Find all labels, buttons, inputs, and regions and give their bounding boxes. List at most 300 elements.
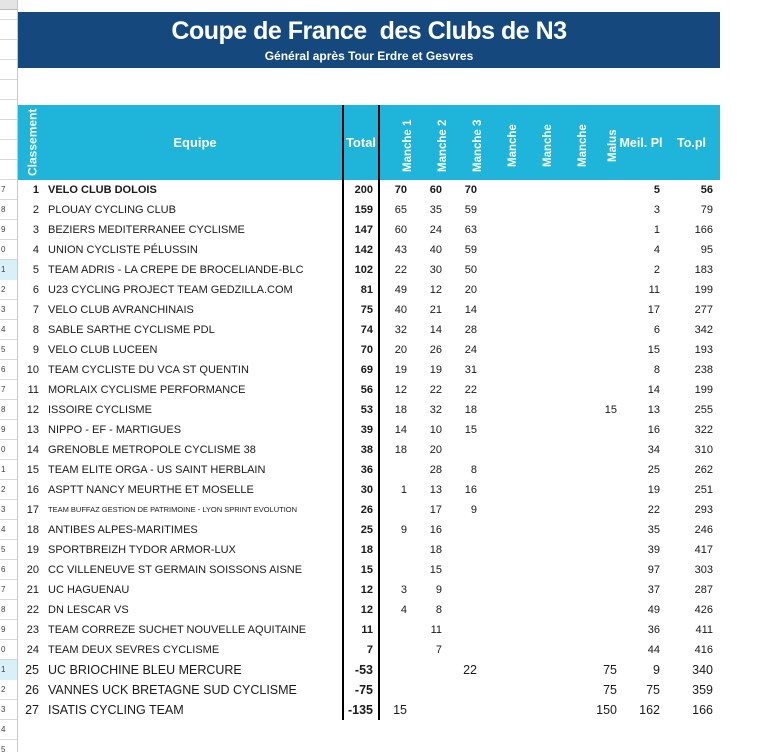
cell-manche-6[interactable] [554, 540, 589, 560]
cell-total[interactable]: 56 [360, 384, 373, 396]
cell-manche-4[interactable] [484, 380, 519, 400]
cell-equipe[interactable]: TEAM DEUX SEVRES CYCLISME [48, 644, 220, 656]
cell-equipe[interactable]: UNION CYCLISTE PÉLUSSIN [48, 244, 198, 256]
gutter-row-number-fragment[interactable]: 7 [1, 385, 6, 394]
cell-manche-6[interactable] [554, 500, 589, 520]
cell-manche-3[interactable]: 9 [470, 504, 477, 516]
cell-manche-4[interactable] [484, 680, 519, 700]
cell-manche-1[interactable]: 1 [400, 484, 407, 496]
cell-rank[interactable]: 9 [32, 344, 39, 356]
cell-manche-1[interactable] [379, 660, 414, 680]
gutter-row-number-fragment[interactable]: 4 [1, 325, 6, 334]
cell-manche-5[interactable] [519, 500, 554, 520]
cell-manche-2[interactable]: 7 [435, 644, 442, 656]
cell-manche-3[interactable]: 18 [464, 404, 477, 416]
cell-manche-1[interactable]: 12 [394, 384, 407, 396]
cell-malus[interactable] [589, 280, 619, 300]
cell-manche-2[interactable] [414, 700, 449, 720]
cell-manche-3[interactable] [449, 540, 484, 560]
cell-equipe[interactable]: VELO CLUB DOLOIS [48, 184, 157, 196]
cell-total[interactable]: -53 [354, 663, 373, 677]
cell-manche-1[interactable] [379, 560, 414, 580]
cell-manche-5[interactable] [519, 340, 554, 360]
cell-total[interactable]: 74 [360, 324, 373, 336]
cell-meil-pl[interactable]: 15 [647, 344, 660, 356]
cell-rank[interactable]: 18 [26, 524, 39, 536]
cell-rank[interactable]: 27 [25, 703, 39, 717]
cell-manche-2[interactable]: 16 [429, 524, 442, 536]
cell-manche-3[interactable] [449, 700, 484, 720]
cell-to-pl[interactable]: 359 [692, 683, 713, 697]
cell-equipe[interactable]: CC VILLENEUVE ST GERMAIN SOISSONS AISNE [48, 564, 303, 576]
cell-manche-2[interactable]: 20 [429, 444, 442, 456]
cell-equipe[interactable]: TEAM CYCLISTE DU VCA ST QUENTIN [48, 364, 249, 376]
cell-meil-pl[interactable]: 97 [647, 564, 660, 576]
cell-manche-4[interactable] [484, 440, 519, 460]
cell-total[interactable]: 25 [360, 524, 373, 536]
cell-equipe[interactable]: PLOUAY CYCLING CLUB [48, 204, 176, 216]
cell-manche-6[interactable] [554, 260, 589, 280]
cell-to-pl[interactable]: 199 [694, 384, 713, 396]
cell-manche-2[interactable]: 17 [429, 504, 442, 516]
cell-rank[interactable]: 15 [26, 464, 39, 476]
cell-equipe[interactable]: ISATIS CYCLING TEAM [48, 703, 184, 717]
cell-manche-2[interactable]: 35 [429, 204, 442, 216]
cell-manche-3[interactable]: 59 [464, 244, 477, 256]
cell-manche-3[interactable] [449, 620, 484, 640]
cell-manche-6[interactable] [554, 620, 589, 640]
cell-manche-5[interactable] [519, 640, 554, 660]
col-header-total[interactable]: Total [345, 135, 377, 150]
cell-malus[interactable] [589, 220, 619, 240]
cell-to-pl[interactable]: 251 [694, 484, 713, 496]
cell-rank[interactable]: 4 [32, 244, 39, 256]
col-header-meil-pl[interactable]: Meil. Pl [619, 135, 663, 150]
cell-malus[interactable] [589, 620, 619, 640]
cell-manche-1[interactable]: 32 [394, 324, 407, 336]
cell-meil-pl[interactable]: 2 [653, 264, 660, 276]
cell-malus[interactable] [589, 360, 619, 380]
cell-manche-4[interactable] [484, 220, 519, 240]
cell-to-pl[interactable]: 166 [692, 703, 713, 717]
cell-manche-3[interactable]: 31 [464, 364, 477, 376]
cell-rank[interactable]: 21 [26, 584, 39, 596]
cell-to-pl[interactable]: 277 [694, 304, 713, 316]
cell-rank[interactable]: 19 [26, 544, 39, 556]
cell-total[interactable]: 69 [360, 364, 373, 376]
cell-manche-6[interactable] [554, 640, 589, 660]
cell-manche-6[interactable] [554, 200, 589, 220]
col-header-classement[interactable]: Classement [25, 108, 40, 177]
cell-equipe[interactable]: GRENOBLE METROPOLE CYCLISME 38 [48, 444, 256, 456]
cell-manche-5[interactable] [519, 200, 554, 220]
cell-malus[interactable] [589, 640, 619, 660]
cell-manche-5[interactable] [519, 560, 554, 580]
cell-manche-5[interactable] [519, 440, 554, 460]
cell-rank[interactable]: 23 [26, 624, 39, 636]
cell-total[interactable]: 39 [360, 424, 373, 436]
cell-manche-3[interactable]: 20 [464, 284, 477, 296]
cell-manche-6[interactable] [554, 580, 589, 600]
cell-manche-4[interactable] [484, 640, 519, 660]
cell-manche-3[interactable]: 22 [463, 663, 477, 677]
cell-meil-pl[interactable]: 3 [653, 204, 660, 216]
col-header-to-pl[interactable]: To.pl [677, 135, 706, 150]
cell-meil-pl[interactable]: 35 [647, 524, 660, 536]
row-number-gutter[interactable] [0, 0, 18, 752]
cell-equipe[interactable]: SABLE SARTHE CYCLISME PDL [48, 324, 215, 336]
cell-total[interactable]: 142 [354, 244, 373, 256]
cell-manche-6[interactable] [554, 600, 589, 620]
cell-to-pl[interactable]: 255 [694, 404, 713, 416]
cell-rank[interactable]: 16 [26, 484, 39, 496]
cell-malus[interactable] [589, 560, 619, 580]
cell-total[interactable]: 26 [360, 504, 373, 516]
cell-manche-1[interactable] [379, 620, 414, 640]
cell-meil-pl[interactable]: 39 [647, 544, 660, 556]
cell-manche-1[interactable]: 60 [394, 224, 407, 236]
cell-manche-1[interactable]: 22 [394, 264, 407, 276]
cell-total[interactable]: 15 [360, 564, 373, 576]
cell-malus[interactable] [589, 500, 619, 520]
cell-equipe[interactable]: ISSOIRE CYCLISME [48, 404, 152, 416]
cell-to-pl[interactable]: 183 [694, 264, 713, 276]
cell-malus[interactable] [589, 520, 619, 540]
cell-meil-pl[interactable]: 44 [647, 644, 660, 656]
cell-manche-1[interactable] [379, 540, 414, 560]
cell-manche-5[interactable] [519, 260, 554, 280]
cell-to-pl[interactable]: 426 [694, 604, 713, 616]
cell-manche-1[interactable]: 43 [394, 244, 407, 256]
cell-meil-pl[interactable]: 13 [647, 404, 660, 416]
cell-malus[interactable]: 75 [603, 683, 617, 697]
gutter-row-number-fragment[interactable]: 4 [1, 525, 6, 534]
gutter-row-number-fragment[interactable]: 7 [1, 185, 6, 194]
cell-manche-5[interactable] [519, 420, 554, 440]
cell-total[interactable]: 200 [354, 184, 373, 196]
cell-equipe[interactable]: SPORTBREIZH TYDOR ARMOR-LUX [48, 544, 236, 556]
cell-malus[interactable] [589, 480, 619, 500]
cell-manche-3[interactable] [449, 600, 484, 620]
cell-manche-3[interactable] [449, 680, 484, 700]
col-header-manche-6[interactable]: Manche [577, 124, 589, 168]
gutter-row-number-fragment[interactable]: 9 [1, 625, 6, 634]
cell-manche-2[interactable]: 32 [429, 404, 442, 416]
cell-malus[interactable] [589, 200, 619, 220]
cell-manche-5[interactable] [519, 360, 554, 380]
cell-manche-6[interactable] [554, 340, 589, 360]
cell-rank[interactable]: 10 [26, 364, 39, 376]
cell-manche-2[interactable]: 9 [435, 584, 442, 596]
cell-manche-4[interactable] [484, 660, 519, 680]
cell-equipe[interactable]: MORLAIX CYCLISME PERFORMANCE [48, 384, 246, 396]
cell-meil-pl[interactable]: 4 [653, 244, 660, 256]
cell-malus[interactable]: 75 [603, 663, 617, 677]
cell-meil-pl[interactable]: 5 [653, 184, 660, 196]
cell-manche-4[interactable] [484, 520, 519, 540]
cell-manche-1[interactable]: 70 [394, 184, 407, 196]
cell-rank[interactable]: 20 [26, 564, 39, 576]
cell-manche-4[interactable] [484, 280, 519, 300]
cell-manche-4[interactable] [484, 260, 519, 280]
gutter-row-number-fragment[interactable]: 0 [1, 445, 6, 454]
cell-equipe[interactable]: NIPPO - EF - MARTIGUES [48, 424, 182, 436]
gutter-row-number-fragment[interactable]: 0 [1, 645, 6, 654]
cell-manche-1[interactable]: 18 [394, 444, 407, 456]
cell-manche-1[interactable]: 49 [394, 284, 407, 296]
cell-total[interactable]: 81 [360, 284, 373, 296]
cell-equipe[interactable]: UC HAGUENAU [48, 584, 130, 596]
cell-manche-1[interactable]: 65 [394, 204, 407, 216]
cell-manche-1[interactable]: 19 [394, 364, 407, 376]
gutter-row-number-fragment[interactable]: 9 [1, 425, 6, 434]
cell-meil-pl[interactable]: 9 [653, 663, 660, 677]
cell-total[interactable]: 102 [354, 264, 373, 276]
cell-manche-2[interactable]: 40 [429, 244, 442, 256]
cell-manche-2[interactable]: 60 [429, 184, 442, 196]
cell-meil-pl[interactable]: 11 [648, 284, 660, 296]
gutter-row-number-fragment[interactable]: 3 [1, 505, 6, 514]
cell-manche-3[interactable]: 22 [464, 384, 477, 396]
cell-manche-5[interactable] [519, 300, 554, 320]
cell-manche-6[interactable] [554, 700, 589, 720]
cell-total[interactable]: 38 [360, 444, 373, 456]
cell-meil-pl[interactable]: 25 [647, 464, 660, 476]
gutter-row-number-fragment[interactable]: 2 [1, 285, 6, 294]
cell-rank[interactable]: 14 [26, 444, 39, 456]
cell-equipe[interactable]: ASPTT NANCY MEURTHE ET MOSELLE [48, 484, 254, 496]
cell-manche-5[interactable] [519, 600, 554, 620]
cell-manche-2[interactable]: 19 [429, 364, 442, 376]
col-header-malus[interactable]: Malus [607, 129, 619, 163]
cell-manche-2[interactable]: 26 [429, 344, 442, 356]
cell-to-pl[interactable]: 303 [694, 564, 713, 576]
cell-manche-4[interactable] [484, 340, 519, 360]
cell-total[interactable]: 12 [360, 604, 373, 616]
cell-total[interactable]: -135 [347, 703, 373, 717]
cell-manche-4[interactable] [484, 500, 519, 520]
cell-manche-1[interactable] [379, 680, 414, 700]
cell-manche-2[interactable] [414, 680, 449, 700]
gutter-row-number-fragment[interactable]: 9 [1, 225, 6, 234]
cell-to-pl[interactable]: 246 [694, 524, 713, 536]
cell-malus[interactable] [589, 460, 619, 480]
cell-manche-2[interactable]: 30 [429, 264, 442, 276]
cell-manche-3[interactable]: 8 [470, 464, 477, 476]
cell-manche-4[interactable] [484, 480, 519, 500]
cell-to-pl[interactable]: 56 [700, 184, 713, 196]
cell-manche-1[interactable] [379, 640, 414, 660]
gutter-row-number-fragment[interactable]: 0 [1, 245, 6, 254]
cell-malus[interactable] [589, 440, 619, 460]
cell-manche-5[interactable] [519, 380, 554, 400]
cell-to-pl[interactable]: 340 [692, 663, 713, 677]
cell-manche-3[interactable] [449, 560, 484, 580]
cell-manche-4[interactable] [484, 200, 519, 220]
cell-manche-1[interactable]: 40 [394, 304, 407, 316]
cell-equipe[interactable]: TEAM BUFFAZ GESTION DE PATRIMOINE - LYON SPRINT EVOLUTION [48, 505, 298, 514]
cell-manche-2[interactable]: 15 [429, 564, 442, 576]
cell-manche-6[interactable] [554, 400, 589, 420]
cell-to-pl[interactable]: 342 [694, 324, 713, 336]
cell-manche-5[interactable] [519, 620, 554, 640]
cell-manche-1[interactable]: 20 [394, 344, 407, 356]
cell-manche-5[interactable] [519, 480, 554, 500]
cell-total[interactable]: 53 [360, 404, 373, 416]
cell-manche-2[interactable]: 28 [429, 464, 442, 476]
cell-total[interactable]: 7 [366, 644, 373, 656]
cell-malus[interactable] [589, 600, 619, 620]
cell-manche-5[interactable] [519, 700, 554, 720]
cell-rank[interactable]: 7 [32, 304, 39, 316]
cell-rank[interactable]: 2 [32, 204, 39, 216]
cell-manche-4[interactable] [484, 300, 519, 320]
cell-manche-4[interactable] [484, 560, 519, 580]
cell-total[interactable]: 30 [360, 484, 373, 496]
cell-equipe[interactable]: TEAM ADRIS - LA CREPE DE BROCELIANDE-BLC [48, 264, 304, 276]
cell-malus[interactable] [589, 380, 619, 400]
cell-to-pl[interactable]: 262 [694, 464, 713, 476]
cell-manche-3[interactable]: 24 [464, 344, 477, 356]
gutter-row-number-fragment[interactable]: 3 [1, 305, 6, 314]
gutter-row-number-fragment[interactable]: 2 [1, 685, 6, 694]
cell-malus[interactable] [589, 340, 619, 360]
cell-manche-3[interactable] [449, 640, 484, 660]
cell-meil-pl[interactable]: 6 [653, 324, 660, 336]
cell-manche-3[interactable]: 70 [464, 184, 477, 196]
cell-manche-5[interactable] [519, 580, 554, 600]
cell-meil-pl[interactable]: 16 [647, 424, 660, 436]
cell-to-pl[interactable]: 238 [694, 364, 713, 376]
cell-equipe[interactable]: BEZIERS MEDITERRANEE CYCLISME [48, 224, 245, 236]
gutter-row-number-fragment[interactable]: 5 [1, 345, 6, 354]
cell-meil-pl[interactable]: 34 [647, 444, 660, 456]
cell-to-pl[interactable]: 199 [694, 284, 713, 296]
col-header-manche-5[interactable]: Manche [542, 124, 554, 168]
cell-to-pl[interactable]: 166 [694, 224, 713, 236]
cell-total[interactable]: 11 [361, 624, 373, 636]
gutter-row-number-fragment[interactable]: 5 [1, 545, 6, 554]
cell-manche-5[interactable] [519, 540, 554, 560]
cell-manche-1[interactable]: 4 [400, 604, 407, 616]
cell-rank[interactable]: 3 [32, 224, 39, 236]
cell-to-pl[interactable]: 287 [694, 584, 713, 596]
cell-meil-pl[interactable]: 1 [653, 224, 660, 236]
cell-manche-2[interactable]: 12 [429, 284, 442, 296]
cell-meil-pl[interactable]: 19 [647, 484, 660, 496]
col-header-manche-1[interactable]: Manche 1 [402, 119, 414, 173]
cell-rank[interactable]: 17 [26, 504, 39, 516]
cell-rank[interactable]: 8 [32, 324, 39, 336]
cell-meil-pl[interactable]: 36 [647, 624, 660, 636]
cell-manche-4[interactable] [484, 240, 519, 260]
cell-manche-2[interactable]: 18 [429, 544, 442, 556]
cell-manche-3[interactable]: 28 [464, 324, 477, 336]
cell-total[interactable]: 159 [354, 204, 373, 216]
cell-manche-3[interactable]: 14 [464, 304, 477, 316]
cell-manche-2[interactable]: 11 [430, 624, 442, 636]
cell-manche-6[interactable] [554, 320, 589, 340]
cell-to-pl[interactable]: 417 [694, 544, 713, 556]
cell-rank[interactable]: 12 [26, 404, 39, 416]
cell-meil-pl[interactable]: 22 [647, 504, 660, 516]
gutter-row-number-fragment[interactable]: 8 [1, 605, 6, 614]
cell-rank[interactable]: 25 [25, 663, 39, 677]
cell-manche-4[interactable] [484, 360, 519, 380]
cell-equipe[interactable]: VELO CLUB AVRANCHINAIS [48, 304, 194, 316]
cell-to-pl[interactable]: 310 [694, 444, 713, 456]
cell-malus[interactable]: 15 [604, 404, 617, 416]
cell-to-pl[interactable]: 416 [694, 644, 713, 656]
cell-manche-1[interactable]: 3 [400, 584, 407, 596]
cell-meil-pl[interactable]: 37 [647, 584, 660, 596]
gutter-row-number-fragment[interactable]: 1 [1, 665, 6, 674]
cell-manche-3[interactable] [449, 440, 484, 460]
cell-malus[interactable] [589, 300, 619, 320]
cell-manche-3[interactable]: 16 [464, 484, 477, 496]
cell-to-pl[interactable]: 411 [695, 624, 713, 636]
cell-manche-1[interactable]: 9 [400, 524, 407, 536]
cell-to-pl[interactable]: 95 [700, 244, 713, 256]
cell-total[interactable]: 70 [360, 344, 373, 356]
cell-to-pl[interactable]: 293 [694, 504, 713, 516]
cell-equipe[interactable]: ANTIBES ALPES-MARITIMES [48, 524, 198, 536]
cell-manche-2[interactable]: 13 [429, 484, 442, 496]
cell-manche-6[interactable] [554, 220, 589, 240]
cell-manche-5[interactable] [519, 240, 554, 260]
cell-manche-2[interactable] [414, 660, 449, 680]
cell-rank[interactable]: 22 [26, 604, 39, 616]
cell-manche-1[interactable] [379, 500, 414, 520]
cell-manche-3[interactable]: 59 [464, 204, 477, 216]
cell-manche-1[interactable]: 15 [393, 703, 407, 717]
cell-manche-5[interactable] [519, 220, 554, 240]
cell-manche-6[interactable] [554, 680, 589, 700]
cell-meil-pl[interactable]: 49 [647, 604, 660, 616]
cell-equipe[interactable]: TEAM ELITE ORGA - US SAINT HERBLAIN [48, 464, 266, 476]
cell-manche-5[interactable] [519, 460, 554, 480]
cell-manche-3[interactable]: 15 [464, 424, 477, 436]
cell-manche-4[interactable] [484, 700, 519, 720]
gutter-row-number-fragment[interactable]: 7 [1, 585, 6, 594]
cell-meil-pl[interactable]: 8 [653, 364, 660, 376]
cell-manche-4[interactable] [484, 460, 519, 480]
cell-total[interactable]: 18 [360, 544, 373, 556]
cell-equipe[interactable]: VELO CLUB LUCEEN [48, 344, 158, 356]
cell-malus[interactable] [589, 240, 619, 260]
cell-manche-4[interactable] [484, 540, 519, 560]
cell-manche-5[interactable] [519, 180, 554, 200]
cell-manche-5[interactable] [519, 280, 554, 300]
cell-malus[interactable] [589, 180, 619, 200]
gutter-row-number-fragment[interactable]: 5 [1, 745, 6, 752]
cell-manche-3[interactable]: 50 [464, 264, 477, 276]
cell-manche-4[interactable] [484, 600, 519, 620]
cell-manche-6[interactable] [554, 380, 589, 400]
cell-meil-pl[interactable]: 14 [647, 384, 660, 396]
cell-to-pl[interactable]: 79 [700, 204, 713, 216]
cell-manche-6[interactable] [554, 420, 589, 440]
cell-manche-5[interactable] [519, 680, 554, 700]
gutter-row-number-fragment[interactable]: 4 [1, 725, 6, 734]
cell-manche-4[interactable] [484, 180, 519, 200]
cell-equipe[interactable]: U23 CYCLING PROJECT TEAM GEDZILLA.COM [48, 284, 293, 296]
cell-manche-6[interactable] [554, 240, 589, 260]
cell-manche-2[interactable]: 24 [429, 224, 442, 236]
cell-total[interactable]: 12 [360, 584, 373, 596]
cell-manche-5[interactable] [519, 320, 554, 340]
cell-malus[interactable] [589, 580, 619, 600]
